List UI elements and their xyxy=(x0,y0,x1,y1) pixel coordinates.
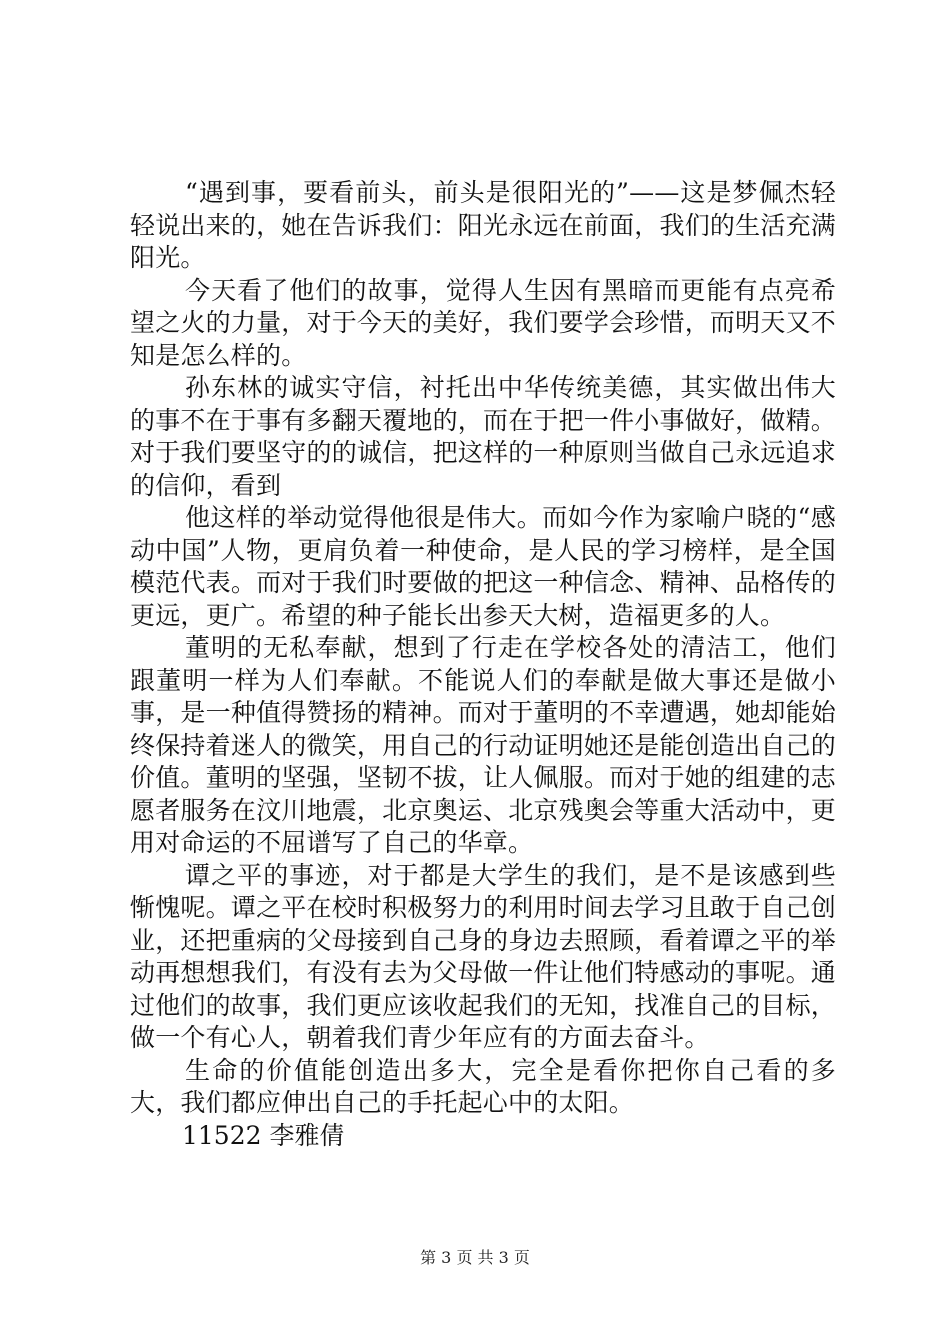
paragraph: 他这样的举动觉得他很是伟大。而如今作为家喻户晓的“感动中国”人物，更肩负着一种使命，是人民的学习榜样，是全国模范代表。而对于我们时要做的把这一种信念、精神、品格传的更远，更广。希望的种子能长出参天大树，造福更多的人。 xyxy=(130,503,836,630)
paragraph: 今天看了他们的故事，觉得人生因有黑暗而更能有点亮希望之火的力量，对于今天的美好，我们要学会珍惜，而明天又不知是怎么样的。 xyxy=(130,275,836,370)
paragraph: 孙东林的诚实守信，衬托出中华传统美德，其实做出伟大的事不在于事有多翻天覆地的，而在于把一件小事做好，做精。对于我们要坚守的的诚信，把这样的一种原则当做自己永远追求的信仰，看到 xyxy=(130,373,836,500)
paragraph: “遇到事，要看前头，前头是很阳光的”——这是梦佩杰轻轻说出来的，她在告诉我们：阳光永远在前面，我们的生活充满阳光。 xyxy=(130,178,836,272)
paragraph: 谭之平的事迹，对于都是大学生的我们，是不是该感到些惭愧呢。谭之平在校时积极努力的利用时间去学习且敢于自己创业，还把重病的父母接到自己身的身边去照顾，看着谭之平的举动再想想我们，有没有去为父母做一件让他们特感动的事呢。通过他们的故事，我们更应该收起我们的无知，找准自己的目标，做一个有心人，朝着我们青少年应有的方面去奋斗。 xyxy=(130,860,836,1052)
paragraph: 生命的价值能创造出多大，完全是看你把你自己看的多大，我们都应伸出自己的手托起心中的太阳。 xyxy=(130,1055,836,1117)
document-body xyxy=(130,177,836,1152)
author-signature: 11522 李雅倩 xyxy=(182,1120,345,1150)
page-number-footer: 第 3 页 共 3 页 xyxy=(420,1248,530,1267)
paragraph: 董明的无私奉献，想到了行走在学校各处的清洁工，他们跟董明一样为人们奉献。不能说人们的奉献是做大事还是做小事，是一种值得赞扬的精神。而对于董明的不幸遭遇，她却能始终保持着迷人的微笑，用自己的行动证明她还是能创造出自己的价值。董明的坚强，坚韧不拔，让人佩服。而对于她的组建的志愿者服务在汶川地震，北京奥运、北京残奥会等重大活动中，更用对命运的不屈谱写了自己的华章。 xyxy=(130,633,836,857)
